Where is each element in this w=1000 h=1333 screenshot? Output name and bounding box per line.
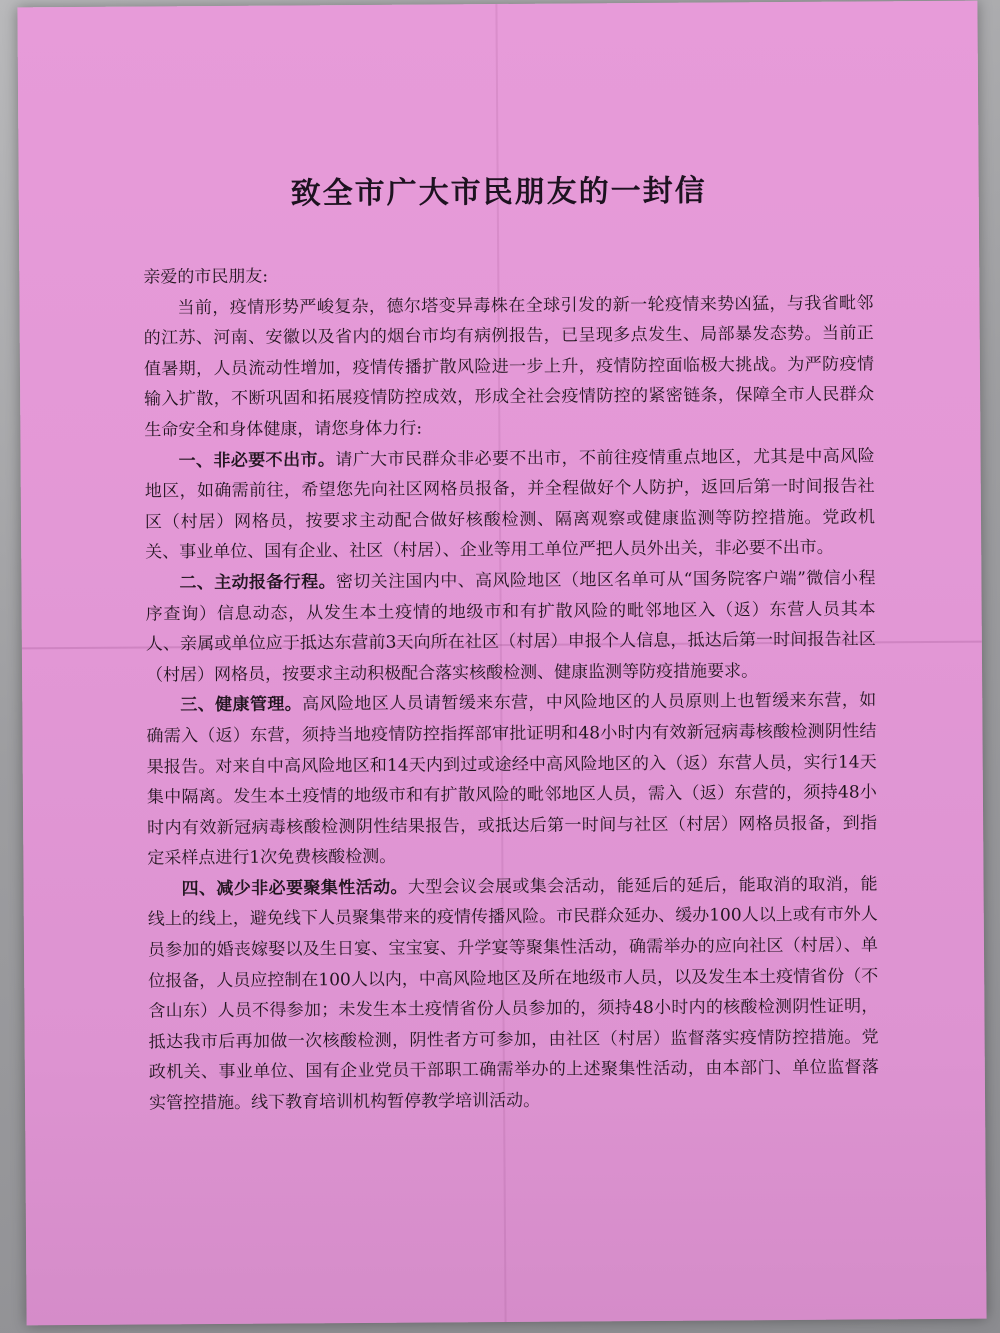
item-body: 大型会议会展或集会活动，能延后的延后，能取消的取消，能线上的线上，避免线下人员聚集带来的疫情传播风险。市民群众延办、缓办100人以上或有市外人员参加的婚丧嫁娶以及生日宴、宝宝宴、升学宴等聚集性活动，确需举办的应向社区（村居）、单位报备，人员应控制在100人以内，中高风险地区及所在地级市人员，以及发生本土疫情省份（不含山东）人员不得参加；未发生本土疫情省份人员参加的，须持48小时内的核酸检测阴性证明，抵达我市后再加做一次核酸检测，阴性者方可参加，由社区（村居）监督落实疫情防控措施。党政机关、事业单位、国有企业党员干部职工确需举办的上述聚集性活动，由本部门、单位监督落实管控措施。线下教育培训机构暂停教学培训活动。 xyxy=(147,874,879,1114)
intro-paragraph: 当前，疫情形势严峻复杂，德尔塔变异毒株在全球引发的新一轮疫情来势凶猛，与我省毗邻的江苏、河南、安徽以及省内的烟台市均有病例报告，已呈现多点发生、局部暴发态势。当前正值暑期，人员流动性增加，疫情传播扩散风险进一步上升，疫情防控面临极大挑战。为严防疫情输入扩散，不断巩固和拓展疫情防控成效，形成全社会疫情防控的紧密链条，保障全市人民群众生命安全和身体健康，请您身体力行: xyxy=(143,292,875,441)
item-title: 一、非必要不出市。 xyxy=(178,449,336,471)
letter-sheet xyxy=(17,1,986,1326)
letter-title: 致全市广大市民朋友的一封信 xyxy=(290,173,707,212)
item-paragraph xyxy=(145,563,876,690)
item-paragraph xyxy=(146,686,877,875)
item-body: 请广大市民群众非必要不出市，不前往疫情重点地区，尤其是中高风险地区，如确需前往，希望您先向社区网格员报备，并全程做好个人防护，返回后第一时间报告社区（村居）网格员，按要求主动配合做好核酸检测、隔离观察或健康监测等防控措施。党政机关、事业单位、国有企业、社区（村居）、企业等用工单位严把人员外出关，非必要不出市。 xyxy=(144,445,876,563)
letter-body xyxy=(143,257,879,1119)
item-title: 二、主动报备行程。 xyxy=(179,572,337,594)
item-title: 三、健康管理。 xyxy=(180,694,303,716)
item-body: 密切关注国内中、高风险地区（地区名单可从“国务院客户端”微信小程序查询）信息动态，从发生本土疫情的地级市和有扩散风险的毗邻地区入（返）东营人员其本人、亲属或单位应于抵达东营前3天向所在社区（村居）申报个人信息，抵达后第一时间报告社区（村居）网格员，按要求主动积极配合落实核酸检测、健康监测等防疫措施要求。 xyxy=(145,568,876,686)
item-paragraph xyxy=(144,441,875,568)
letter-greeting: 亲爱的市民朋友: xyxy=(143,266,269,288)
item-title: 四、减少非必要聚集性活动。 xyxy=(181,877,408,900)
item-body: 高风险地区人员请暂缓来东营，中风险地区的人员原则上也暂缓来东营，如确需入（返）东营，须持当地疫情防控指挥部审批证明和48小时内有效新冠病毒核酸检测阴性结果报告。对来自中高风险地区和14天内到过或途经中高风险地区的入（返）东营人员，实行14天集中隔离。发生本土疫情的地级市和有扩散风险的毗邻地区人员，需入（返）东营的，须持48小时内有效新冠病毒核酸检测阴性结果报告，或抵达后第一时间与社区（村居）网格员报备，到指定采样点进行1次免费核酸检测。 xyxy=(146,690,878,869)
item-paragraph xyxy=(147,869,879,1119)
